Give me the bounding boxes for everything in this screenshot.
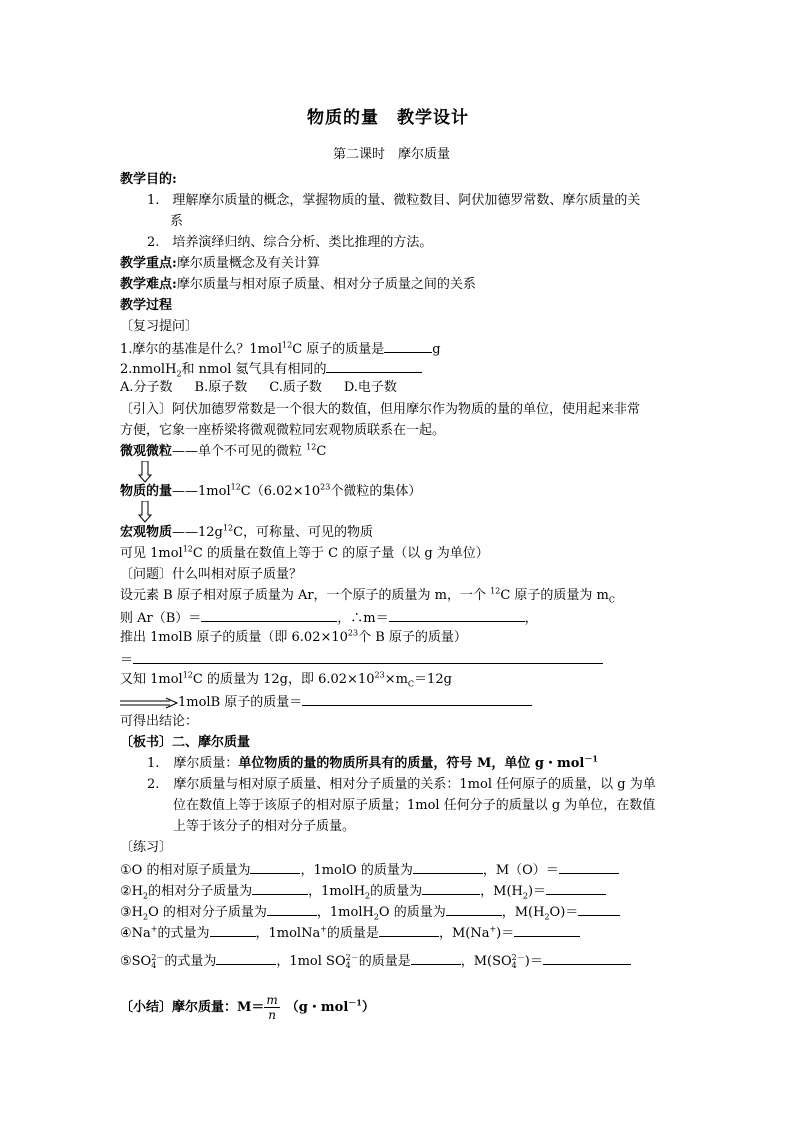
- document-title: 物质的量 教学设计: [307, 108, 469, 128]
- board-item-1-sup: －1: [584, 753, 598, 764]
- amount-label: 物质的量: [120, 484, 173, 499]
- intro-line-1: 〔引入〕阿伏加德罗常数是一个很大的数值，但用摩尔作为物质的量的单位，使用起来非常: [120, 402, 641, 417]
- p1-text-3: ，M（O）＝: [482, 863, 559, 878]
- amount-sup: 12: [230, 482, 241, 492]
- micro-tail: C: [316, 444, 327, 459]
- option-c: C.质子数: [269, 380, 322, 395]
- p3-text-4: O 的质量为: [378, 905, 446, 920]
- arrow-line: [120, 691, 532, 711]
- p3-text-3: ，1molH: [316, 905, 374, 920]
- fraction-denominator: n: [268, 1008, 276, 1022]
- difficulty-text: 摩尔质量与相对原子质量、相对分子质量之间的关系: [176, 277, 476, 292]
- define-line: [120, 586, 615, 606]
- p2-text-5: ，M(H: [480, 884, 523, 899]
- known-text-3: ×m: [384, 672, 408, 687]
- p5-blank-2: [411, 950, 461, 965]
- known-text: 又知 1mol: [120, 672, 183, 687]
- board-item-2-num: 2.: [147, 777, 160, 792]
- micro-line: [120, 442, 326, 462]
- p2-text-2: 的相对分子质量为: [148, 884, 253, 899]
- option-d: D.电子数: [343, 380, 397, 395]
- p1-text: ①O 的相对原子质量为: [120, 863, 251, 878]
- derive-text: 推出 1molB 原子的质量（即 6.02×10: [120, 630, 348, 645]
- p1-text-2: ，1molO 的质量为: [300, 863, 413, 878]
- m-blank: [389, 607, 525, 622]
- macro-text: 12g: [198, 525, 223, 540]
- p5-blank-1: [216, 950, 276, 965]
- board-heading: 〔板书〕二、摩尔质量: [120, 735, 251, 750]
- right-arrow-icon: [120, 697, 178, 709]
- p5-text: ⑤SO: [120, 954, 152, 969]
- q1-text-2: C 原子的质量是: [292, 342, 385, 357]
- board-item-1-label: 摩尔质量：: [173, 756, 239, 771]
- summary-fraction: [264, 993, 279, 1022]
- p5-ion-2: [346, 954, 359, 970]
- then-text: 则 Ar（B）＝: [120, 611, 202, 626]
- macro-line: [120, 523, 373, 543]
- amount-text: 1mol: [198, 484, 231, 499]
- p4-sup-2: +: [320, 924, 327, 934]
- p3-text: ③H: [120, 905, 143, 920]
- p2-sub-2: 2: [365, 891, 371, 901]
- macro-label: 宏观物质: [120, 525, 173, 540]
- board-item-1-definition: 单位物质的量的物质所具有的质量，符号 M，单位 g・mol: [238, 756, 585, 771]
- p5-text-3: ，1mol SO: [276, 954, 346, 969]
- p1-blank-2: [413, 859, 483, 874]
- board-item-1: [147, 754, 598, 774]
- q2-sub: 2: [176, 369, 182, 379]
- board-item-2-line-3: 上等于该分子的相对分子质量。: [173, 819, 356, 834]
- practice-2: [120, 880, 606, 900]
- then-text-3: ，: [524, 611, 538, 626]
- p5-text-4: 的质量是: [358, 954, 411, 969]
- p4-text-2: 的式量为: [157, 926, 210, 941]
- p2-text-4: 的质量为: [370, 884, 423, 899]
- process-heading: 教学过程: [120, 298, 173, 313]
- visible-sup: 12: [182, 544, 193, 554]
- p1-blank-3: [559, 859, 619, 874]
- summary-label: 〔小结〕摩尔质量：: [120, 1000, 238, 1015]
- q2-text: 2.nmolH: [120, 362, 177, 377]
- q1-blank: [384, 338, 432, 353]
- micro-sup: 12: [306, 442, 317, 452]
- p3-blank-3: [578, 901, 620, 916]
- p5-ion-1: [151, 954, 164, 970]
- p4-text-4: 的质量是: [326, 926, 379, 941]
- define-sup: 12: [490, 586, 501, 596]
- board-item-2-line-1: 摩尔质量与相对原子质量、相对分子质量的关系：1mol 任何原子的质量，以 g 为单: [173, 777, 656, 792]
- define-text-2: C 原子的质量为 m: [500, 588, 609, 603]
- summary-unit-sup: －1: [348, 997, 362, 1008]
- p2-text: ②H: [120, 884, 143, 899]
- q2-blank: [326, 358, 422, 373]
- p4-blank-3: [514, 922, 580, 937]
- mass-blank: [302, 691, 532, 706]
- p4-blank-1: [210, 922, 256, 937]
- p3-sub-3: 2: [544, 912, 550, 922]
- p2-sub-1: 2: [143, 891, 149, 901]
- conclusion-line: 可得出结论：: [120, 714, 199, 729]
- question-2-options: [120, 378, 397, 398]
- p3-text-5: ，M(H: [501, 905, 545, 920]
- visible-text-2: C 的质量在数值上等于 C 的原子量（以 g 为单位）: [192, 546, 489, 561]
- down-arrow-icon: [138, 461, 152, 483]
- practice-4: [120, 922, 580, 942]
- key-point-label: 教学重点:: [120, 256, 177, 271]
- down-arrow-icon: [138, 501, 152, 523]
- p5-text-5: ，M(SO: [460, 954, 512, 969]
- p5-text-2: 的式量为: [164, 954, 217, 969]
- amount-dash: ——: [172, 484, 199, 499]
- board-item-2-line-2: 位在数值上等于该原子的相对原子质量；1mol 任何分子的质量以 g 为单位，在数值: [173, 798, 656, 813]
- question-1: [120, 338, 441, 358]
- summary-m: M＝: [237, 1000, 265, 1015]
- p2-text-3: ，1molH: [308, 884, 366, 899]
- p5-blank-3: [543, 950, 631, 965]
- practice-3: [120, 901, 620, 921]
- micro-dash: ——: [172, 444, 199, 459]
- option-b: B.原子数: [194, 380, 248, 395]
- derive-sup: 23: [347, 628, 359, 638]
- macro-sup: 12: [222, 523, 234, 533]
- summary-unit: （g・mol: [285, 1000, 349, 1015]
- ar-blank: [201, 607, 337, 622]
- micro-text: 单个不可见的微粒: [198, 444, 307, 459]
- micro-label: 微观微粒: [120, 444, 173, 459]
- visible-line: [120, 544, 489, 564]
- derive-blank: [133, 649, 603, 664]
- key-point: [120, 254, 320, 274]
- p5-ion-3-charge: 2－: [511, 952, 525, 962]
- then-line: [120, 607, 538, 627]
- equals-line: [120, 649, 603, 669]
- objective-1-cont: 系: [170, 214, 184, 229]
- difficulty-label: 教学难点:: [120, 277, 177, 292]
- known-text-4: ＝12g: [414, 672, 452, 687]
- amount-text-3: 个微粒的集体）: [330, 484, 422, 499]
- p5-ion-sub: 4: [151, 960, 157, 970]
- objective-2: 2. 培养演绎归纳、综合分析、类比推理的方法。: [147, 235, 433, 250]
- then-text-2: ，∴m＝: [337, 611, 389, 626]
- document-subtitle: 第二课时 摩尔质量: [333, 147, 451, 162]
- q1-unit: g: [432, 342, 441, 357]
- q2-text-2: 和 nmol 氦气具有相同的: [181, 362, 327, 377]
- summary-line: [120, 988, 375, 1028]
- p3-blank-2: [446, 901, 502, 916]
- macro-text-2: C，可称量、可见的物质: [233, 525, 374, 540]
- p3-text-2: O 的相对分子质量为: [148, 905, 267, 920]
- known-text-2: C 的质量为 12g，即 6.02×10: [192, 672, 375, 687]
- board-item-2: [147, 775, 656, 795]
- question-2: [120, 358, 422, 378]
- fraction-numerator: m: [266, 993, 278, 1007]
- known-line: [120, 670, 452, 690]
- p2-blank-1: [252, 880, 308, 895]
- p5-text-6: )＝: [524, 954, 543, 969]
- p3-sub-2: 2: [373, 912, 379, 922]
- practice-heading: 〔练习〕: [120, 840, 173, 855]
- known-sub: C: [407, 679, 415, 689]
- p4-sup-1: +: [150, 924, 158, 934]
- visible-text: 可见 1mol: [120, 546, 183, 561]
- practice-1: [120, 859, 619, 879]
- practice-5: [120, 950, 631, 974]
- objectives-heading: 教学目的:: [120, 172, 177, 187]
- p4-text-6: )＝: [496, 926, 515, 941]
- option-a: A.分子数: [120, 380, 173, 395]
- key-point-text: 摩尔质量概念及有关计算: [176, 256, 320, 271]
- p3-sub-1: 2: [143, 912, 149, 922]
- p4-sup-3: +: [489, 924, 497, 934]
- review-heading: 〔复习提问〕: [120, 319, 199, 334]
- p2-blank-3: [546, 880, 606, 895]
- known-sup: 12: [182, 670, 193, 680]
- amount-line: [120, 482, 421, 502]
- p3-text-6: O)＝: [549, 905, 579, 920]
- p4-text: ④Na: [120, 926, 151, 941]
- intro-line-2: 方便，它象一座桥梁将微观微粒同宏观物质联系在一起。: [120, 423, 446, 438]
- difficulty: [120, 275, 476, 295]
- p2-text-6: )＝: [527, 884, 547, 899]
- p4-text-5: ，M(Na: [438, 926, 490, 941]
- p5-ion-2-charge: 2－: [345, 952, 359, 962]
- p5-ion-3-sub: 4: [511, 960, 517, 970]
- objective-1: 1. 理解摩尔质量的概念，掌握物质的量、微粒数目、阿伏加德罗常数、摩尔质量的关: [147, 193, 641, 208]
- derive-line: [120, 628, 467, 648]
- p2-blank-2: [422, 880, 480, 895]
- derive-text-2: 个 B 原子的质量）: [358, 630, 467, 645]
- question-line: 〔问题〕什么叫相对原子质量？: [120, 567, 303, 582]
- define-text: 设元素 B 原子相对原子质量为 Ar，一个原子的质量为 m，一个: [120, 588, 491, 603]
- p2-sub-3: 2: [522, 891, 528, 901]
- amount-text-2: C（6.02×10: [240, 484, 321, 499]
- board-item-1-num: 1.: [147, 756, 160, 771]
- q1-sup: 12: [282, 340, 293, 350]
- known-sup-2: 23: [374, 670, 385, 680]
- p4-blank-2: [379, 922, 439, 937]
- define-sub: C: [608, 595, 616, 605]
- p5-ion-2-sub: 4: [345, 960, 351, 970]
- p4-text-3: ，1molNa: [255, 926, 321, 941]
- p5-ion-3: [512, 954, 525, 970]
- macro-dash: ——: [172, 525, 199, 540]
- p1-blank-1: [250, 859, 300, 874]
- q1-text: 1.摩尔的基准是什么？1mol: [120, 342, 282, 357]
- p5-ion-charge: 2－: [151, 952, 165, 962]
- p3-blank-1: [267, 901, 317, 916]
- arrow-line-text: 1molB 原子的质量＝: [178, 695, 303, 710]
- amount-sup-2: 23: [320, 482, 331, 492]
- equals-sign: ＝: [120, 653, 134, 668]
- summary-unit-end: ）: [361, 1000, 375, 1015]
